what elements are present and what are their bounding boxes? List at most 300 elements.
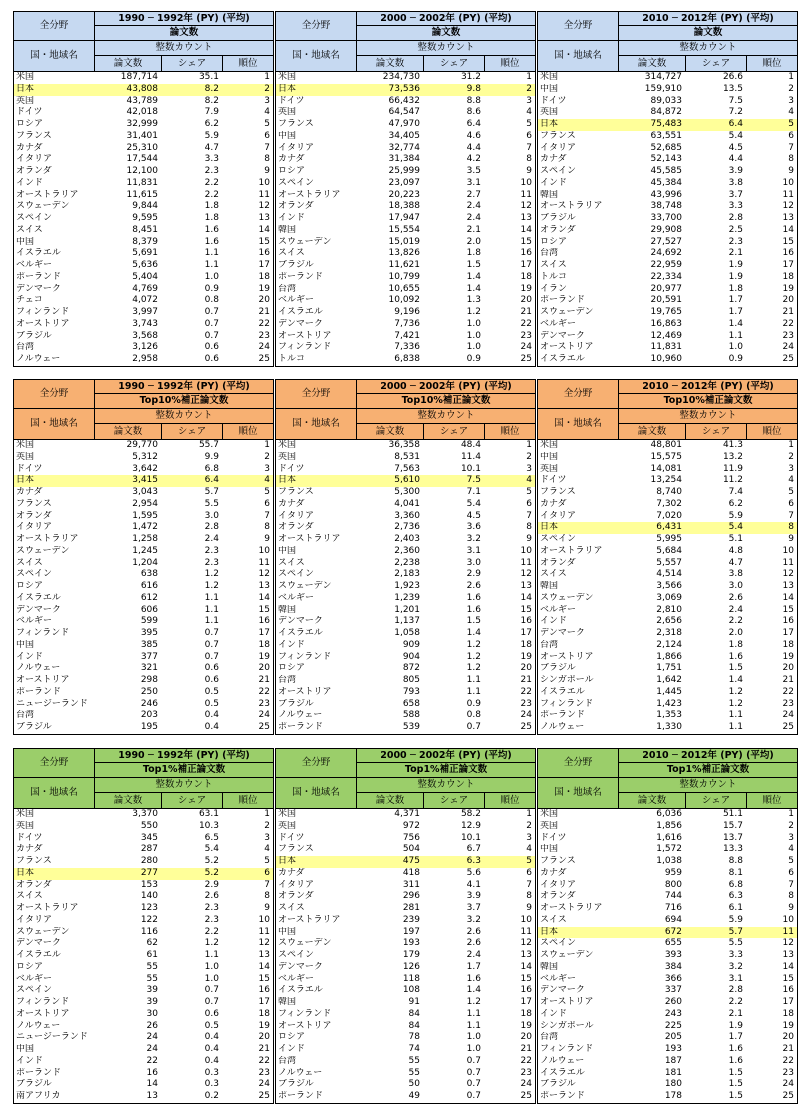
country-name: フィンランド	[16, 628, 70, 638]
paper-count: 972	[402, 820, 420, 831]
table-row	[538, 475, 797, 487]
share-value: 0.6	[204, 1008, 219, 1019]
country-name: 韓国	[278, 997, 297, 1007]
paper-count: 612	[140, 592, 158, 603]
share-value: 13.2	[722, 451, 743, 462]
share-value: 48.4	[460, 440, 481, 450]
rank-value: 20	[520, 295, 532, 306]
paper-count: 281	[402, 903, 420, 913]
country-name: カナダ	[540, 867, 567, 878]
share-value: 2.7	[466, 189, 481, 200]
share-value: 0.5	[204, 698, 219, 709]
paper-count: 8,740	[656, 487, 682, 497]
rank-value: 18	[258, 1008, 270, 1019]
country-name: スウェーデン	[278, 581, 332, 591]
rank-value: 3	[526, 95, 532, 106]
rank-value: 2	[264, 451, 270, 462]
paper-count: 13,254	[650, 475, 682, 486]
rank-value: 2	[526, 820, 532, 831]
share-value: 6.4	[204, 475, 219, 486]
country-name: フランス	[278, 844, 314, 855]
share-value: 1.2	[204, 569, 219, 580]
field-label: 全分野	[276, 380, 357, 409]
paper-count: 43,996	[650, 189, 682, 200]
rank-value: 6	[264, 498, 270, 509]
share-value: 1.7	[466, 961, 481, 972]
table-header	[538, 380, 797, 440]
table-row	[276, 440, 535, 452]
country-name: 台湾	[540, 248, 559, 259]
country-name: ベルギー	[16, 973, 53, 984]
rank-value: 1	[788, 440, 794, 450]
paper-count: 10,799	[388, 271, 420, 282]
paper-count: 5,995	[656, 534, 682, 544]
share-value: 4.1	[466, 879, 481, 890]
table-header	[14, 749, 273, 809]
country-name: ドイツ	[16, 832, 43, 843]
table-row	[538, 903, 797, 915]
country-name: スイス	[540, 569, 567, 580]
paper-count: 12,469	[650, 330, 682, 341]
share-value: 0.9	[728, 354, 743, 364]
share-value: 0.5	[204, 1020, 219, 1031]
papers-column-header: 論文数	[357, 793, 424, 808]
table-row	[276, 962, 535, 974]
share-value: 1.0	[204, 961, 219, 972]
table-row	[538, 640, 797, 652]
paper-count: 24,692	[650, 248, 682, 259]
share-value: 11.9	[722, 463, 743, 474]
share-value: 0.7	[466, 1055, 481, 1066]
paper-count: 55	[408, 1055, 420, 1066]
share-value: 2.1	[728, 248, 743, 259]
paper-count: 195	[140, 722, 158, 732]
share-value: 4.5	[728, 142, 743, 153]
share-value: 4.5	[466, 510, 481, 521]
paper-count: 11,831	[126, 177, 158, 188]
country-name: 英国	[540, 463, 559, 474]
paper-count: 181	[664, 1067, 682, 1078]
paper-count: 7,020	[656, 510, 682, 521]
rank-value: 2	[264, 83, 270, 94]
paper-count: 16	[146, 1067, 158, 1078]
table-row	[14, 307, 273, 319]
share-value: 1.1	[466, 675, 481, 685]
country-name: ベルギー	[16, 616, 53, 627]
region-label: 国・地域名	[538, 778, 619, 808]
share-value: 0.3	[204, 1067, 219, 1078]
share-value: 3.8	[728, 177, 743, 188]
share-value: 2.3	[204, 914, 219, 925]
table-header	[14, 12, 273, 72]
table-row	[14, 687, 273, 699]
share-value: 7.1	[466, 487, 481, 497]
table-header	[276, 749, 535, 809]
paper-count: 3,568	[132, 330, 158, 341]
country-name: スペイン	[540, 166, 577, 176]
share-value: 3.6	[466, 522, 481, 533]
rank-column-header: 順位	[500, 57, 520, 69]
share-value: 1.2	[728, 686, 743, 697]
metric-label: 論文数	[357, 26, 535, 41]
count-method-label: 整数カウント	[357, 41, 535, 56]
rank-value: 14	[258, 592, 270, 603]
rank-value: 3	[788, 832, 794, 843]
table-row	[14, 225, 273, 237]
field-label: 全分野	[538, 12, 619, 41]
share-value: 2.2	[728, 997, 743, 1007]
country-name: オランダ	[278, 201, 314, 212]
rank-value: 10	[782, 914, 794, 925]
table-row	[14, 640, 273, 652]
table-row	[14, 616, 273, 628]
paper-count: 277	[140, 867, 158, 878]
country-name: 英国	[278, 820, 297, 831]
table-row	[14, 722, 273, 734]
table-row	[538, 938, 797, 950]
share-value: 5.1	[728, 534, 743, 544]
paper-count: 246	[140, 698, 158, 709]
paper-count: 1,472	[132, 522, 158, 533]
country-name: カナダ	[278, 498, 305, 509]
paper-count: 15,575	[650, 451, 682, 462]
country-name: 米国	[540, 440, 559, 450]
rank-value: 12	[258, 569, 270, 580]
paper-count: 84,872	[650, 107, 682, 118]
table-row	[276, 464, 535, 476]
rank-value: 11	[258, 189, 270, 200]
paper-count: 393	[664, 950, 682, 960]
share-value: 6.8	[728, 879, 743, 890]
share-value: 0.8	[204, 295, 219, 306]
share-value: 1.5	[728, 1079, 743, 1090]
country-name: オーストラリア	[278, 534, 341, 544]
table-row	[538, 1032, 797, 1044]
rank-value: 8	[264, 522, 270, 533]
table-row	[538, 1091, 797, 1103]
paper-count: 3,360	[394, 510, 420, 521]
paper-count: 716	[664, 903, 682, 913]
papers-column-header: 論文数	[619, 424, 686, 439]
share-value: 13.5	[722, 83, 743, 94]
paper-count: 744	[664, 891, 682, 902]
country-name: インド	[540, 616, 568, 627]
table-row	[538, 809, 797, 821]
table-row	[276, 1068, 535, 1080]
country-name: カナダ	[278, 154, 305, 165]
country-name: フランス	[540, 856, 576, 866]
rank-value: 1	[264, 72, 270, 82]
table-row	[14, 354, 273, 366]
table-row	[14, 581, 273, 593]
field-label: 全分野	[14, 12, 95, 41]
country-name: ノルウェー	[278, 1067, 323, 1078]
paper-count: 2,656	[656, 616, 682, 627]
rank-value: 24	[782, 342, 794, 353]
country-name: ドイツ	[540, 832, 567, 843]
table-row	[276, 1032, 535, 1044]
paper-count: 18,388	[388, 201, 420, 212]
paper-count: 539	[402, 722, 420, 732]
share-value: 1.7	[728, 295, 743, 306]
metric-label: Top1%補正論文数	[357, 763, 535, 778]
paper-count: 29,908	[650, 224, 682, 235]
field-label: 全分野	[538, 380, 619, 409]
country-name: フィンランド	[278, 342, 332, 353]
paper-count: 793	[402, 686, 420, 697]
rank-value: 23	[520, 1067, 532, 1078]
table-row	[14, 1091, 273, 1103]
rank-value: 12	[782, 201, 794, 212]
rank-value: 13	[258, 213, 270, 223]
rank-value: 25	[258, 1091, 270, 1101]
paper-count: 7,563	[394, 463, 420, 474]
country-name: ベルギー	[278, 295, 315, 306]
table-row	[14, 938, 273, 950]
papers-column-header: 論文数	[619, 56, 686, 71]
share-value: 1.1	[204, 260, 219, 270]
table-row	[14, 487, 273, 499]
paper-count: 872	[402, 663, 420, 674]
region-label: 国・地域名	[14, 41, 95, 71]
rank-value: 1	[788, 72, 794, 82]
rank-value: 20	[520, 663, 532, 674]
share-value: 51.1	[722, 809, 743, 819]
rank-value: 5	[788, 487, 794, 497]
country-name: イスラエル	[278, 985, 323, 996]
country-name: ポーランド	[540, 1091, 586, 1101]
table-row	[538, 722, 797, 734]
share-value: 10.1	[460, 832, 481, 843]
table-row	[14, 166, 273, 178]
rank-value: 12	[782, 938, 794, 949]
share-value: 3.1	[466, 545, 481, 556]
share-value: 0.8	[466, 710, 481, 721]
table-row	[538, 319, 797, 331]
rank-value: 1	[788, 809, 794, 819]
count-method-label: 整数カウント	[357, 778, 535, 793]
country-name: ポーランド	[16, 686, 62, 697]
rank-value: 18	[520, 1008, 532, 1019]
rank-value: 24	[520, 710, 532, 721]
rank-value: 2	[264, 820, 270, 831]
table-row	[538, 107, 797, 119]
country-name: 中国	[16, 236, 35, 247]
table-row	[276, 974, 535, 986]
table-row	[276, 354, 535, 366]
rank-value: 20	[520, 1032, 532, 1043]
rank-value: 5	[526, 119, 532, 129]
table-row	[14, 844, 273, 856]
table-body	[538, 440, 797, 734]
country-name: 台湾	[540, 639, 559, 650]
table-row	[14, 237, 273, 249]
field-label: 全分野	[14, 749, 95, 778]
table-row	[14, 119, 273, 131]
table-row	[276, 166, 535, 178]
rank-value: 22	[258, 1055, 270, 1066]
paper-count: 588	[402, 710, 420, 721]
paper-count: 11,831	[650, 342, 682, 353]
share-value: 8.6	[466, 107, 481, 118]
country-name: ベルギー	[540, 973, 577, 984]
share-value: 0.6	[204, 342, 219, 353]
table-row	[14, 464, 273, 476]
country-name: 韓国	[540, 189, 559, 200]
share-value: 3.1	[728, 973, 743, 984]
rank-value: 18	[258, 271, 270, 282]
paper-count: 22	[146, 1055, 158, 1066]
share-value: 6.8	[204, 463, 219, 474]
share-value: 5.4	[728, 522, 743, 533]
country-name: 中国	[278, 545, 297, 556]
share-value: 5.7	[204, 487, 219, 497]
share-value: 3.9	[728, 166, 743, 176]
table-row	[14, 107, 273, 119]
country-name: 台湾	[16, 342, 35, 353]
paper-count: 203	[140, 710, 158, 721]
share-value: 3.5	[466, 166, 481, 176]
rank-value: 16	[258, 985, 270, 996]
country-name: チェコ	[16, 295, 43, 306]
paper-count: 909	[402, 639, 420, 650]
table-row	[276, 558, 535, 570]
rank-value: 23	[782, 330, 794, 341]
table-row	[14, 154, 273, 166]
share-value: 5.7	[728, 926, 743, 937]
share-value: 3.2	[728, 961, 743, 972]
country-name: ノルウェー	[16, 1020, 61, 1031]
rank-value: 17	[258, 628, 270, 638]
share-value: 0.4	[204, 710, 219, 721]
rank-value: 23	[258, 330, 270, 341]
count-method-label: 整数カウント	[95, 41, 273, 56]
paper-count: 658	[402, 698, 420, 709]
table-row	[538, 833, 797, 845]
paper-count: 2,810	[656, 604, 682, 615]
share-value: 2.6	[466, 938, 481, 949]
rank-value: 10	[258, 914, 270, 925]
country-name: スイス	[16, 891, 43, 902]
rank-value: 22	[258, 318, 270, 329]
rank-value: 19	[782, 283, 794, 294]
rank-value: 11	[258, 557, 270, 568]
country-name: カナダ	[16, 487, 43, 497]
rank-column-header: 順位	[762, 794, 782, 806]
country-name: オーストラリア	[16, 903, 79, 913]
table-row	[538, 499, 797, 511]
country-name: デンマーク	[16, 604, 61, 615]
country-name: 米国	[16, 440, 35, 450]
country-name: イタリア	[16, 914, 53, 925]
rank-column-header: 順位	[500, 794, 520, 806]
share-value: 1.4	[466, 283, 481, 294]
country-name: オーストラリア	[540, 201, 603, 212]
table-row	[14, 131, 273, 143]
table-row	[276, 487, 535, 499]
table-row	[276, 844, 535, 856]
share-value: 9.8	[466, 83, 481, 94]
count-method-label: 整数カウント	[95, 778, 273, 793]
paper-count: 599	[140, 616, 158, 627]
country-name: スイス	[278, 557, 305, 568]
table-header	[14, 380, 273, 440]
country-name: ロシア	[16, 119, 44, 129]
paper-count: 3,069	[656, 592, 682, 603]
share-value: 3.1	[466, 177, 481, 188]
rank-value: 13	[782, 950, 794, 960]
share-value: 2.5	[728, 224, 743, 235]
rank-value: 6	[526, 867, 532, 878]
paper-count: 1,239	[394, 592, 420, 603]
table-row	[538, 248, 797, 260]
paper-count: 15,554	[388, 224, 420, 235]
country-name: ブラジル	[278, 698, 314, 709]
paper-count: 800	[664, 879, 682, 890]
share-value: 2.3	[204, 545, 219, 556]
table-row	[14, 880, 273, 892]
paper-count: 2,954	[132, 498, 158, 509]
country-name: スウェーデン	[540, 950, 594, 960]
country-name: スペイン	[16, 985, 53, 996]
rank-value: 9	[526, 534, 532, 544]
share-value: 0.4	[204, 1055, 219, 1066]
table-row	[276, 809, 535, 821]
paper-count: 3,126	[132, 342, 158, 353]
table-row	[538, 821, 797, 833]
share-column-header: シェア	[424, 56, 485, 71]
country-name: 英国	[16, 820, 35, 831]
rank-value: 15	[258, 236, 270, 247]
paper-count: 8,451	[132, 224, 158, 235]
share-value: 1.2	[466, 997, 481, 1007]
table-row	[276, 915, 535, 927]
rank-value: 10	[520, 177, 532, 188]
table-row	[276, 927, 535, 939]
paper-count: 296	[402, 891, 420, 902]
table-row	[14, 452, 273, 464]
field-label: 全分野	[538, 749, 619, 778]
share-value: 0.7	[204, 318, 219, 329]
country-name: ニュージーランド	[16, 698, 88, 709]
rank-value: 8	[788, 891, 794, 902]
table-row	[538, 868, 797, 880]
paper-count: 4,371	[394, 809, 420, 819]
rank-value: 24	[520, 342, 532, 353]
rank-value: 5	[264, 119, 270, 129]
share-value: 5.4	[204, 844, 219, 855]
rank-value: 21	[782, 1044, 794, 1054]
table-row	[276, 833, 535, 845]
paper-count: 123	[140, 903, 158, 913]
share-value: 1.1	[728, 330, 743, 341]
paper-count: 17,947	[388, 213, 420, 223]
share-value: 1.1	[466, 1020, 481, 1031]
rank-value: 13	[520, 581, 532, 591]
table-row	[276, 272, 535, 284]
rank-value: 25	[782, 722, 794, 732]
paper-count: 345	[140, 832, 158, 843]
share-value: 1.1	[204, 248, 219, 259]
share-value: 1.4	[728, 318, 743, 329]
table-row	[14, 96, 273, 108]
country-name: ベルギー	[278, 973, 315, 984]
rank-value: 16	[520, 248, 532, 259]
paper-count: 52,685	[650, 142, 682, 153]
paper-count: 2,124	[656, 639, 682, 650]
share-value: 1.1	[204, 616, 219, 627]
table-row	[14, 903, 273, 915]
